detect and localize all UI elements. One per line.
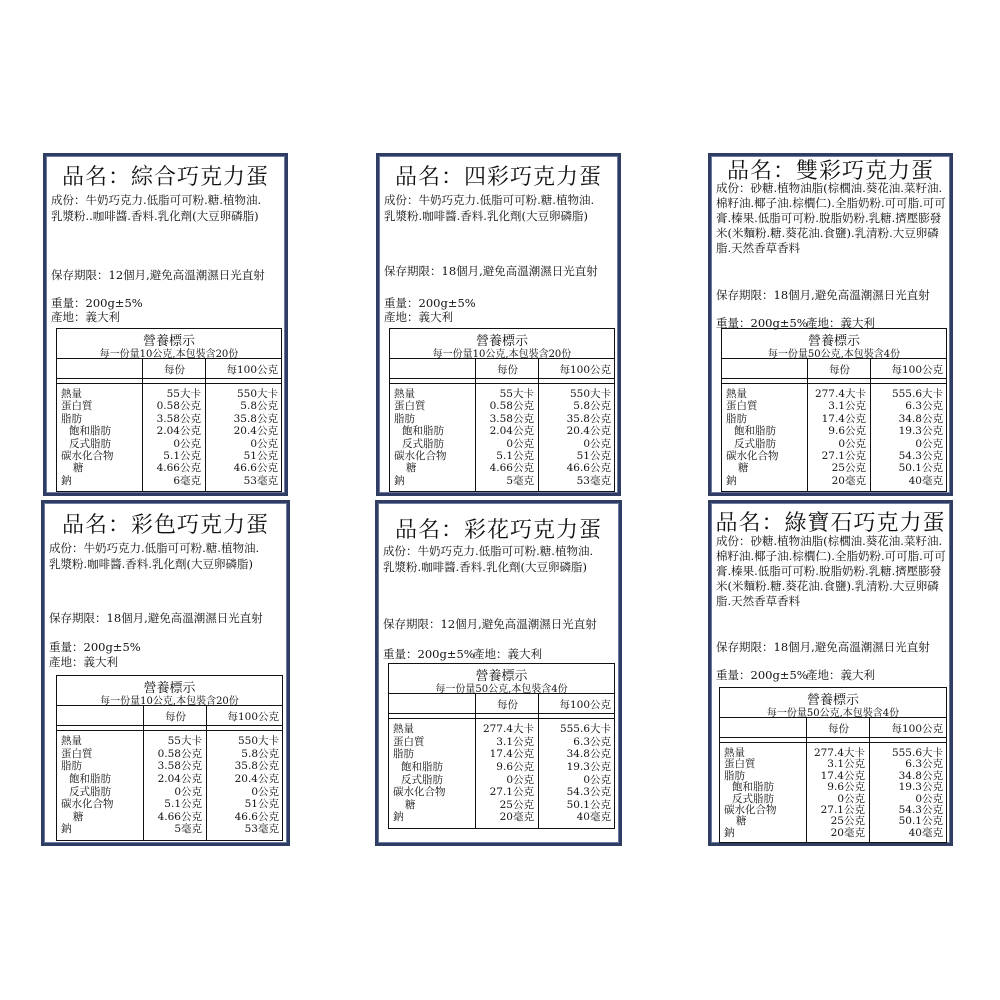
nutrition-row xyxy=(722,475,946,487)
value-per-serving: 3.1公克 xyxy=(828,400,866,413)
nutrient-label: 熱量 xyxy=(61,735,82,747)
nutrient-label: 反式脂肪 xyxy=(402,437,444,450)
nutrient-label: 糖 xyxy=(405,798,416,811)
nutrient-label: 蛋白質 xyxy=(724,758,756,771)
nutrition-row xyxy=(390,475,614,487)
value-per-100g: 54.3公克 xyxy=(898,803,943,816)
value-per-100g: 550大卡 xyxy=(569,388,611,400)
value-per-serving: 5.1公克 xyxy=(496,449,534,462)
value-per-serving: 25公克 xyxy=(830,815,865,828)
nutrition-row xyxy=(722,438,946,450)
value-per-serving: 5毫克 xyxy=(506,474,534,487)
value-per-100g: 0公克 xyxy=(583,437,611,450)
value-per-serving: 4.66公克 xyxy=(489,462,534,475)
nutrient-label: 熱量 xyxy=(393,723,414,735)
weight: 重量：200g±5% xyxy=(383,647,475,661)
shelf-life: 保存期限：18個月,避免高溫潮濕日光直射 xyxy=(49,611,263,625)
value-per-100g: 50.1公克 xyxy=(898,815,943,828)
product-title: 品名：綜合巧克力蛋 xyxy=(61,165,269,190)
nutrition-table xyxy=(56,675,283,841)
nutrient-label: 蛋白質 xyxy=(61,747,93,760)
divider xyxy=(57,378,281,379)
nutrient-label: 鈉 xyxy=(394,474,405,487)
value-per-100g: 555.6大卡 xyxy=(891,388,943,400)
value-per-100g: 54.3公克 xyxy=(566,786,611,799)
divider xyxy=(57,705,282,706)
nutrition-row xyxy=(722,388,946,400)
value-per-100g: 40毫克 xyxy=(908,474,943,487)
value-per-serving: 9.6公克 xyxy=(827,781,865,794)
value-per-serving: 0公克 xyxy=(838,437,866,450)
nutrition-row xyxy=(389,723,614,735)
value-per-100g: 5.8公克 xyxy=(241,747,279,760)
nutrition-table xyxy=(56,328,282,492)
product-card-assorted xyxy=(43,153,288,496)
value-per-100g: 6.3公克 xyxy=(573,735,611,748)
value-per-100g: 54.3公克 xyxy=(898,449,943,462)
product-card-four-color xyxy=(376,153,621,496)
nutrition-row xyxy=(57,811,282,823)
value-per-serving: 20毫克 xyxy=(831,474,866,487)
nutrition-title: 營養標示 xyxy=(806,693,859,708)
value-per-100g: 34.8公克 xyxy=(566,748,611,761)
nutrition-row xyxy=(57,773,282,785)
value-per-100g: 0公克 xyxy=(250,437,278,450)
value-per-100g: 0公克 xyxy=(583,773,611,786)
divider xyxy=(720,742,946,743)
nutrition-row xyxy=(390,438,614,450)
value-per-serving: 0.58公克 xyxy=(157,747,202,760)
nutrient-label: 糖 xyxy=(406,462,417,475)
value-per-100g: 46.6公克 xyxy=(566,462,611,475)
nutrient-label: 反式脂肪 xyxy=(732,792,774,805)
value-per-100g: 19.3公克 xyxy=(566,760,611,773)
value-per-serving: 2.04公克 xyxy=(489,425,534,438)
nutrition-row xyxy=(57,748,282,760)
value-per-100g: 0公克 xyxy=(915,792,943,805)
product-title: 品名：四彩巧克力蛋 xyxy=(394,165,602,190)
value-per-serving: 0公克 xyxy=(174,785,202,798)
nutrition-title: 營養標示 xyxy=(807,334,860,349)
nutrient-label: 反式脂肪 xyxy=(69,785,111,798)
nutrition-row xyxy=(389,811,614,823)
divider xyxy=(57,730,282,731)
nutrition-row xyxy=(390,413,614,425)
product-card-emerald xyxy=(708,500,953,846)
value-per-100g: 40毫克 xyxy=(908,826,943,839)
nutrition-row xyxy=(389,799,614,811)
value-per-serving: 3.1公克 xyxy=(827,758,865,771)
nutrient-label: 飽和脂肪 xyxy=(732,781,774,794)
nutrient-label: 脂肪 xyxy=(726,412,747,425)
value-per-100g: 53毫克 xyxy=(243,474,278,487)
nutrition-title: 營養標示 xyxy=(142,334,195,349)
value-per-serving: 0.58公克 xyxy=(489,400,534,413)
nutrition-row xyxy=(389,774,614,786)
weight: 重量：200g±5% xyxy=(51,296,143,310)
nutrient-label: 熱量 xyxy=(61,388,82,400)
nutrition-row xyxy=(720,793,946,805)
shelf-life: 保存期限：18個月,避免高溫潮濕日光直射 xyxy=(716,288,930,302)
nutrition-title: 營養標示 xyxy=(143,681,196,696)
nutrient-label: 脂肪 xyxy=(394,412,415,425)
value-per-serving: 277.4大卡 xyxy=(482,723,534,735)
column-header-per-100g: 每100公克 xyxy=(891,723,943,735)
nutrition-row xyxy=(722,425,946,437)
nutrient-label: 碳水化合物 xyxy=(726,449,779,462)
value-per-100g: 20.4公克 xyxy=(566,425,611,438)
nutrient-label: 熱量 xyxy=(724,747,745,759)
divider xyxy=(720,737,946,738)
product-card-color-flower xyxy=(375,500,622,846)
value-per-100g: 46.6公克 xyxy=(233,462,278,475)
column-header-per-serving: 每份 xyxy=(828,723,849,735)
nutrient-label: 糖 xyxy=(73,462,84,475)
nutrition-row xyxy=(389,736,614,748)
origin: 產地：義大利 xyxy=(806,316,875,330)
value-per-serving: 25公克 xyxy=(499,798,534,811)
column-header-per-serving: 每份 xyxy=(497,699,518,711)
value-per-serving: 0公克 xyxy=(173,437,201,450)
nutrient-label: 蛋白質 xyxy=(393,735,425,748)
value-per-100g: 53毫克 xyxy=(576,474,611,487)
nutrient-label: 蛋白質 xyxy=(394,400,426,413)
nutrient-label: 飽和脂肪 xyxy=(69,425,111,438)
nutrition-row xyxy=(57,425,281,437)
nutrition-row xyxy=(389,761,614,773)
value-per-100g: 0公克 xyxy=(915,437,943,450)
nutrition-row xyxy=(57,438,281,450)
value-per-serving: 4.66公克 xyxy=(156,462,201,475)
value-per-100g: 555.6大卡 xyxy=(891,747,943,759)
divider xyxy=(389,713,614,714)
value-per-100g: 19.3公克 xyxy=(898,425,943,438)
column-header-per-100g: 每100公克 xyxy=(559,364,611,376)
nutrition-row xyxy=(722,413,946,425)
nutrition-row xyxy=(57,388,281,400)
nutrition-title: 營養標示 xyxy=(475,334,528,349)
value-per-100g: 51公克 xyxy=(243,449,278,462)
column-header-per-serving: 每份 xyxy=(497,364,518,376)
product-title: 品名：雙彩巧克力蛋 xyxy=(726,159,934,184)
value-per-serving: 2.04公克 xyxy=(156,425,201,438)
nutrition-row xyxy=(720,781,946,793)
origin: 產地：義大利 xyxy=(473,647,542,661)
origin: 產地：義大利 xyxy=(806,668,875,682)
value-per-100g: 35.8公克 xyxy=(566,412,611,425)
nutrient-label: 脂肪 xyxy=(61,760,82,773)
nutrient-label: 反式脂肪 xyxy=(69,437,111,450)
nutrient-label: 飽和脂肪 xyxy=(69,772,111,785)
value-per-100g: 5.8公克 xyxy=(240,400,278,413)
value-per-100g: 6.3公克 xyxy=(905,758,943,771)
nutrition-row xyxy=(390,462,614,474)
weight: 重量：200g±5% xyxy=(716,316,808,330)
divider xyxy=(57,725,282,726)
nutrition-row xyxy=(57,413,281,425)
value-per-100g: 555.6大卡 xyxy=(559,723,611,735)
divider xyxy=(722,383,946,384)
value-per-serving: 0公克 xyxy=(506,437,534,450)
nutrient-label: 碳水化合物 xyxy=(724,803,777,816)
value-per-serving: 0公克 xyxy=(506,773,534,786)
nutrition-title: 營養標示 xyxy=(475,669,528,684)
nutrition-table xyxy=(389,328,615,492)
value-per-100g: 50.1公克 xyxy=(898,462,943,475)
value-per-100g: 53毫克 xyxy=(244,823,279,836)
ingredients: 成份：牛奶巧克力.低脂可可粉.糖.植物油. 乳漿粉..咖啡醬.香料.乳化劑(大豆卵磷脂) xyxy=(51,193,262,223)
divider xyxy=(389,693,614,694)
nutrient-label: 反式脂肪 xyxy=(401,773,443,786)
nutrition-table xyxy=(719,687,947,843)
ingredients: 成份：牛奶巧克力.低脂可可粉.糖.植物油. 乳漿粉.咖啡醬.香料.乳化劑(大豆卵磷脂) xyxy=(384,193,595,223)
ingredients: 成份：砂糖.植物油脂(棕櫚油.葵花油.菜籽油. 棉籽油.椰子油.棕櫚仁).全脂奶粉.可可脂.可可 膏.榛果.低脂可可粉.脫脂奶粉.乳糖.擠壓膨發 米(米麵粉.糖.葵花油.食鹽).乳清粉.大豆卵磷 脂.天然香草香料 xyxy=(716,534,946,608)
nutrition-row xyxy=(390,450,614,462)
value-per-serving: 3.1公克 xyxy=(496,735,534,748)
divider xyxy=(389,718,614,719)
nutrition-row xyxy=(390,388,614,400)
value-per-serving: 20毫克 xyxy=(830,826,865,839)
value-per-100g: 50.1公克 xyxy=(566,798,611,811)
value-per-100g: 19.3公克 xyxy=(898,781,943,794)
serving-size: 每一份量10公克,本包裝含20份 xyxy=(100,696,239,707)
value-per-serving: 27.1公克 xyxy=(821,449,866,462)
divider xyxy=(390,383,614,384)
divider xyxy=(390,378,614,379)
nutrition-row xyxy=(57,786,282,798)
value-per-serving: 20毫克 xyxy=(499,811,534,824)
value-per-100g: 5.8公克 xyxy=(573,400,611,413)
value-per-serving: 17.4公克 xyxy=(821,412,866,425)
value-per-serving: 5.1公克 xyxy=(163,449,201,462)
value-per-serving: 277.4大卡 xyxy=(813,747,865,759)
ingredients: 成份：牛奶巧克力.低脂可可粉.糖.植物油. 乳漿粉.咖啡醬.香料.乳化劑(大豆卵磷脂) xyxy=(49,541,260,571)
value-per-100g: 550大卡 xyxy=(236,388,278,400)
value-per-serving: 55大卡 xyxy=(499,388,534,400)
origin: 產地：義大利 xyxy=(51,310,120,324)
value-per-serving: 3.58公克 xyxy=(156,412,201,425)
nutrient-label: 飽和脂肪 xyxy=(734,425,776,438)
nutrition-row xyxy=(57,400,281,412)
column-header-per-serving: 每份 xyxy=(829,364,850,376)
value-per-100g: 40毫克 xyxy=(576,811,611,824)
nutrition-row xyxy=(57,450,281,462)
value-per-100g: 35.8公克 xyxy=(233,412,278,425)
value-per-serving: 55大卡 xyxy=(167,735,202,747)
value-per-serving: 3.58公克 xyxy=(157,760,202,773)
divider xyxy=(57,358,281,359)
serving-size: 每一份量10公克,本包裝含20份 xyxy=(432,349,572,360)
nutrition-row xyxy=(720,815,946,827)
value-per-serving: 6毫克 xyxy=(173,474,201,487)
nutrition-row xyxy=(389,786,614,798)
value-per-serving: 0公克 xyxy=(837,792,865,805)
value-per-serving: 55大卡 xyxy=(166,388,201,400)
nutrition-row xyxy=(57,735,282,747)
ingredients: 成份：砂糖.植物油脂(棕櫚油.葵花油.菜籽油. 棉籽油.椰子油.棕櫚仁).全脂奶粉.可可脂.可可 膏.榛果.低脂可可粉.脫脂奶粉.乳糖.擠壓膨發 米(米麵粉.糖.葵花油.食鹽).乳清粉.大豆卵磷 脂.天然香草香料 xyxy=(716,181,946,255)
product-title: 品名：彩色巧克力蛋 xyxy=(61,513,269,538)
nutrient-label: 碳水化合物 xyxy=(61,449,114,462)
value-per-100g: 51公克 xyxy=(576,449,611,462)
product-title: 品名：彩花巧克力蛋 xyxy=(394,518,602,543)
nutrient-label: 飽和脂肪 xyxy=(401,760,443,773)
value-per-serving: 277.4大卡 xyxy=(814,388,866,400)
column-header-per-serving: 每份 xyxy=(164,364,185,376)
nutrition-table xyxy=(388,663,615,829)
nutrition-table xyxy=(721,328,947,492)
shelf-life: 保存期限：12個月,避免高溫潮濕日光直射 xyxy=(383,617,597,631)
nutrition-row xyxy=(57,823,282,835)
nutrient-label: 脂肪 xyxy=(393,748,414,761)
value-per-100g: 34.8公克 xyxy=(898,412,943,425)
divider xyxy=(390,358,614,359)
nutrition-row xyxy=(720,827,946,839)
value-per-100g: 20.4公克 xyxy=(233,425,278,438)
value-per-serving: 17.4公克 xyxy=(489,748,534,761)
divider xyxy=(720,717,946,718)
nutrient-label: 脂肪 xyxy=(724,769,745,782)
value-per-100g: 34.8公克 xyxy=(898,769,943,782)
divider xyxy=(722,378,946,379)
nutrient-label: 蛋白質 xyxy=(61,400,93,413)
nutrient-label: 鈉 xyxy=(61,474,72,487)
serving-size: 每一份量50公克,本包裝含4份 xyxy=(767,349,901,360)
nutrition-row xyxy=(57,462,281,474)
shelf-life: 保存期限：18個月,避免高溫潮濕日光直射 xyxy=(384,264,598,278)
nutrition-row xyxy=(722,400,946,412)
nutrition-row xyxy=(720,758,946,770)
nutrient-label: 蛋白質 xyxy=(726,400,758,413)
nutrient-label: 碳水化合物 xyxy=(61,798,114,811)
nutrient-label: 糖 xyxy=(736,815,747,828)
nutrient-label: 反式脂肪 xyxy=(734,437,776,450)
nutrient-label: 碳水化合物 xyxy=(394,449,447,462)
nutrient-label: 脂肪 xyxy=(61,412,82,425)
product-title: 品名：綠寶石巧克力蛋 xyxy=(715,511,946,536)
nutrient-label: 熱量 xyxy=(726,388,747,400)
nutrient-label: 鈉 xyxy=(724,826,735,839)
value-per-serving: 3.58公克 xyxy=(489,412,534,425)
value-per-100g: 46.6公克 xyxy=(234,810,279,823)
nutrient-label: 碳水化合物 xyxy=(393,786,446,799)
value-per-100g: 6.3公克 xyxy=(905,400,943,413)
nutrition-row xyxy=(722,450,946,462)
value-per-serving: 9.6公克 xyxy=(496,760,534,773)
shelf-life: 保存期限：18個月,避免高溫潮濕日光直射 xyxy=(716,640,930,654)
column-header-per-100g: 每100公克 xyxy=(559,699,611,711)
value-per-serving: 4.66公克 xyxy=(157,810,202,823)
column-header-per-100g: 每100公克 xyxy=(227,711,279,723)
divider xyxy=(57,383,281,384)
nutrition-row xyxy=(57,475,281,487)
nutrient-label: 熱量 xyxy=(394,388,415,400)
serving-size: 每一份量10公克,本包裝含20份 xyxy=(99,349,239,360)
value-per-100g: 550大卡 xyxy=(237,735,279,747)
divider xyxy=(722,358,946,359)
serving-size: 每一份量50公克,本包裝含4份 xyxy=(766,708,900,719)
weight: 重量：200g±5% xyxy=(49,640,141,654)
nutrition-row xyxy=(57,760,282,772)
value-per-serving: 9.6公克 xyxy=(828,425,866,438)
nutrition-row xyxy=(57,798,282,810)
origin: 產地：義大利 xyxy=(384,310,453,324)
nutrient-label: 鈉 xyxy=(61,823,72,836)
nutrient-label: 糖 xyxy=(738,462,749,475)
value-per-100g: 20.4公克 xyxy=(234,772,279,785)
origin: 產地：義大利 xyxy=(49,655,118,669)
nutrient-label: 鈉 xyxy=(393,811,404,824)
weight: 重量：200g±5% xyxy=(716,668,808,682)
product-card-two-color xyxy=(708,153,953,496)
nutrition-row xyxy=(720,770,946,782)
ingredients: 成份：牛奶巧克力.低脂可可粉.糖.植物油. 乳漿粉.咖啡醬.香料.乳化劑(大豆卵磷脂) xyxy=(383,544,594,574)
value-per-100g: 35.8公克 xyxy=(234,760,279,773)
nutrient-label: 糖 xyxy=(73,810,84,823)
value-per-serving: 5毫克 xyxy=(174,823,202,836)
nutrient-label: 鈉 xyxy=(726,474,737,487)
shelf-life: 保存期限：12個月,避免高溫潮濕日光直射 xyxy=(51,268,265,282)
nutrition-row xyxy=(389,748,614,760)
nutrition-row xyxy=(390,425,614,437)
nutrition-row xyxy=(722,462,946,474)
nutrition-row xyxy=(390,400,614,412)
value-per-serving: 27.1公克 xyxy=(489,786,534,799)
value-per-serving: 25公克 xyxy=(831,462,866,475)
column-header-per-100g: 每100公克 xyxy=(226,364,278,376)
column-header-per-100g: 每100公克 xyxy=(891,364,943,376)
value-per-serving: 27.1公克 xyxy=(820,803,865,816)
nutrient-label: 飽和脂肪 xyxy=(402,425,444,438)
value-per-100g: 51公克 xyxy=(244,798,279,811)
value-per-serving: 17.4公克 xyxy=(820,769,865,782)
value-per-serving: 0.58公克 xyxy=(156,400,201,413)
weight: 重量：200g±5% xyxy=(384,296,476,310)
value-per-serving: 5.1公克 xyxy=(164,798,202,811)
column-header-per-serving: 每份 xyxy=(165,711,186,723)
product-card-colorful xyxy=(41,500,290,846)
value-per-serving: 2.04公克 xyxy=(157,772,202,785)
value-per-100g: 0公克 xyxy=(251,785,279,798)
serving-size: 每一份量50公克,本包裝含4份 xyxy=(435,684,568,695)
